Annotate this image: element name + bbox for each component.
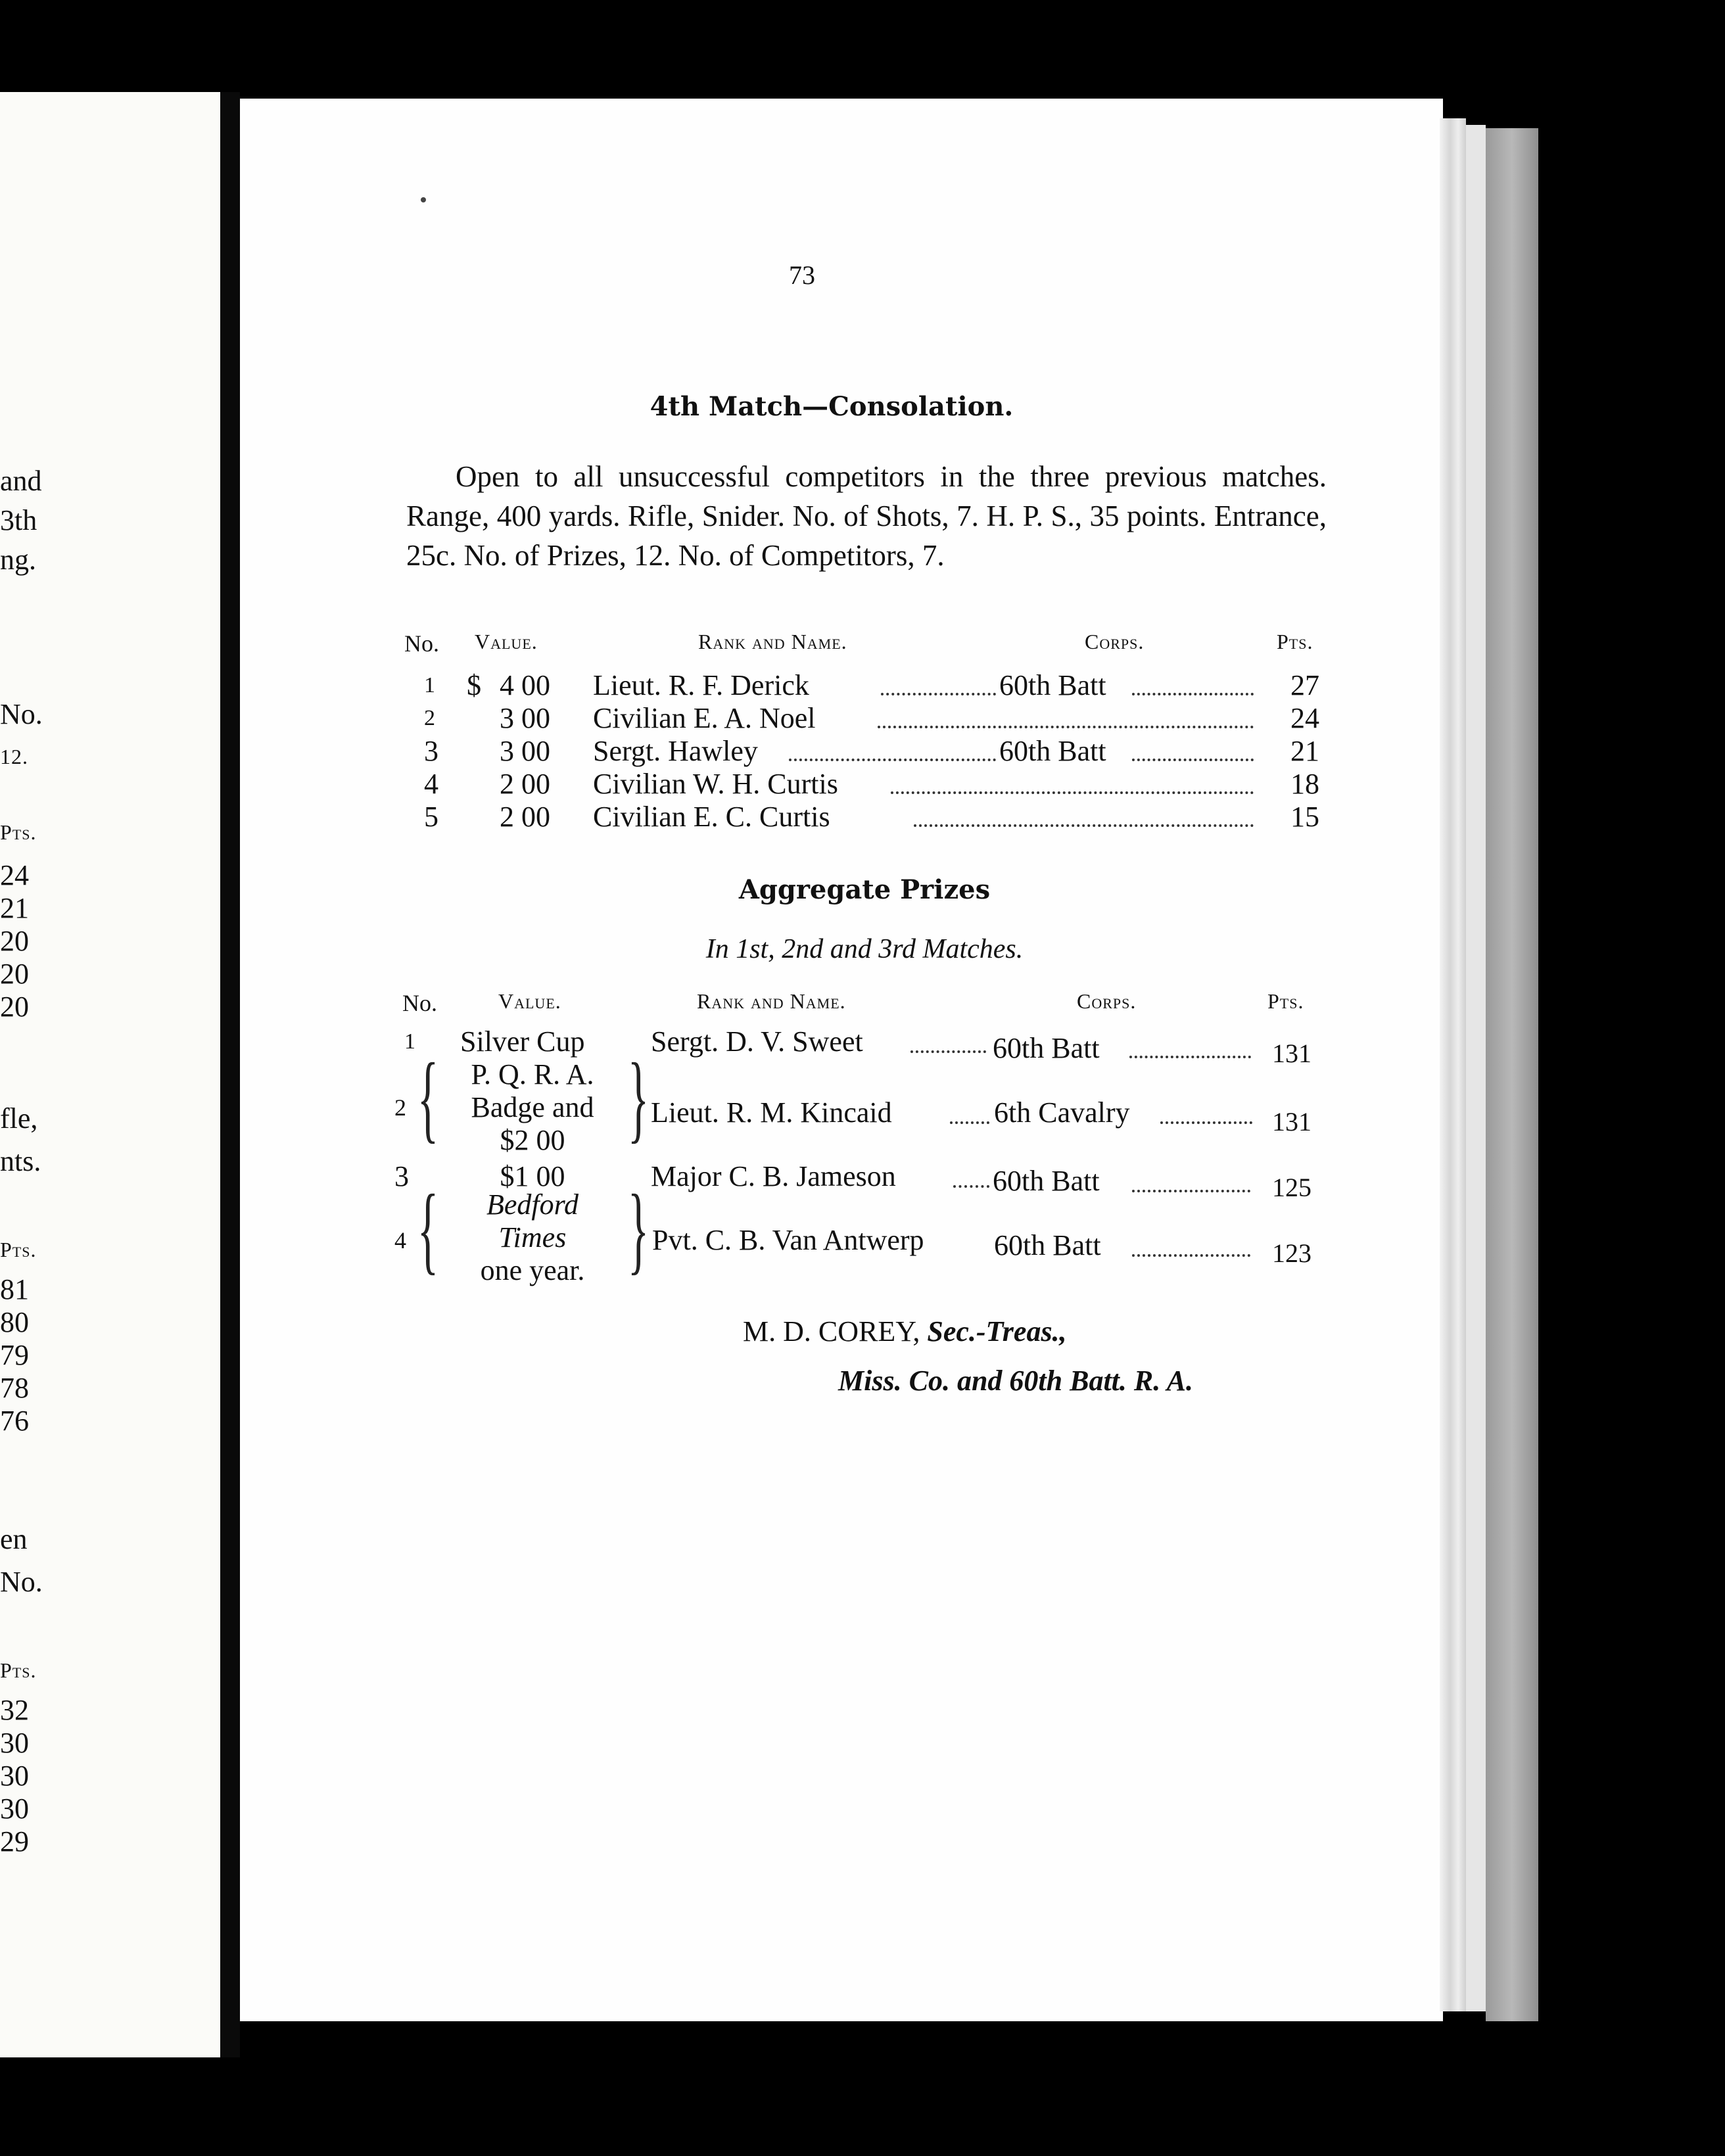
signature-name-line [743,1315,1067,1348]
left-page-fragment: 30 [0,1793,29,1825]
dot-leader [1160,1121,1252,1124]
page-edges [1440,118,1466,2011]
row-name: Sergt. D. V. Sweet [651,1025,863,1058]
row-value-line: P. Q. R. A. [471,1058,594,1090]
left-page-fragment: 12. [0,745,28,768]
section-title: 4th Match—Consolation. [650,391,1014,422]
dot-leader [914,824,1254,827]
row-no: 4 [394,1227,406,1254]
book-gutter [220,92,240,2057]
row-name: Sergt. Hawley [593,735,758,767]
row-value-line: one year. [480,1254,585,1286]
left-page-fragment: en [0,1523,28,1555]
ink-speck [421,197,426,202]
table-row [0,801,1725,833]
left-brace: { [417,1043,439,1152]
left-page-fragment: 24 [0,859,29,891]
table-row [0,768,1725,801]
row-value: $1 00 [500,1160,565,1192]
aggregate-title: Aggregate Prizes [738,874,991,905]
left-page-fragment: and [0,465,42,497]
header-pts: Pts. [1277,630,1313,653]
left-page-fragment: 81 [0,1273,29,1305]
row-no: 3 [394,1160,409,1192]
left-page-fragment: 29 [0,1825,29,1858]
row-value-line: Badge and [471,1091,594,1123]
row-name: Pvt. C. B. Van Antwerp [652,1224,924,1256]
row-dollar: $ [467,669,481,701]
left-page-fragment: 78 [0,1372,29,1404]
row-no: 2 [394,1094,406,1121]
left-page-fragment: 21 [0,892,29,924]
header-value: Value. [475,630,538,653]
row-pts: 131 [1272,1039,1311,1068]
row-name: Civilian E. A. Noel [593,702,816,734]
row-corps: 60th Batt [993,1165,1100,1197]
header-corps: Corps. [1085,630,1145,653]
table-header [0,630,1381,663]
row-value: Silver Cup [460,1025,585,1058]
left-page-fragment: 76 [0,1405,29,1437]
table-row [0,669,1725,702]
row-no: 1 [424,673,435,697]
row-name: Major C. B. Jameson [651,1160,896,1192]
left-page-fragment: 32 [0,1694,29,1726]
left-page-fragment: 30 [0,1760,29,1792]
row-value-line: Bedford [486,1188,579,1221]
row-value: 2 00 [500,768,550,800]
row-pts: 18 [1290,768,1319,800]
header-rank-name: Rank and Name. [697,989,846,1013]
row-name: Lieut. R. M. Kincaid [651,1096,892,1129]
row-value: 4 00 [500,669,550,701]
row-pts: 24 [1290,702,1319,734]
header-corps: Corps. [1077,989,1137,1013]
table-row [0,698,1725,735]
dot-leader [1132,1190,1250,1192]
signature-role: Sec.-Treas., [927,1315,1067,1348]
row-no: 1 [404,1029,415,1054]
left-page-fragment: No. [0,698,43,730]
row-corps: 60th Batt [999,735,1106,767]
row-no: 2 [424,706,435,730]
left-page-fragment: 30 [0,1727,29,1759]
left-page-fragment: 20 [0,958,29,990]
left-page-fragment: Pts. [0,820,37,844]
header-no: No. [404,630,439,657]
row-no: 5 [424,801,438,833]
row-corps: 60th Batt [999,669,1106,701]
left-page-fragment: 20 [0,925,29,957]
row-pts: 125 [1272,1173,1311,1202]
row-value-line: $2 00 [500,1124,565,1156]
row-pts: 15 [1290,801,1319,833]
row-corps: 60th Batt [993,1032,1100,1064]
header-pts: Pts. [1267,989,1304,1013]
row-no: 3 [424,735,438,767]
dot-leader [953,1185,989,1188]
row-name: Lieut. R. F. Derick [593,669,809,701]
signature-name: M. D. COREY, [743,1315,920,1348]
left-page-fragment: Pts. [0,1238,37,1261]
dot-leader [1132,693,1254,695]
left-page-fragment: 79 [0,1339,29,1371]
left-page-fragment: ng. [0,544,36,576]
left-page-fragment: 20 [0,991,29,1023]
row-value: 3 00 [500,735,550,767]
page-edges [1466,125,1486,2011]
row-no: 4 [424,768,438,800]
left-page-fragment: nts. [0,1145,41,1177]
left-page-fragment: 3th [0,504,37,536]
header-rank-name: Rank and Name. [698,630,847,653]
dot-leader [1132,759,1254,761]
dot-leader [1129,1056,1251,1058]
match-description: Open to all unsuccessful competitors in the three previous matches. Range, 400 yards. Rifle, Snider. No. of Shots, 7. H. P. S., 35 points. Entrance, 25c. No. of Prizes, 12. No. of Competitors, 7. [406,460,1327,572]
row-name: Civilian E. C. Curtis [593,801,830,833]
dot-leader [950,1121,989,1124]
table-row [0,735,1725,768]
row-pts: 131 [1272,1107,1311,1137]
aggregate-subtitle: In 1st, 2nd and 3rd Matches. [705,934,1024,964]
row-corps: 60th Batt [994,1229,1101,1261]
page-number: 73 [789,260,815,290]
signature-organization: Miss. Co. and 60th Batt. R. A. [838,1365,1193,1397]
dot-leader [1132,1254,1250,1257]
row-value-line: Times [498,1221,567,1254]
row-value: 3 00 [500,702,550,734]
row-corps: 6th Cavalry [994,1096,1130,1129]
left-page-fragment: No. [0,1566,43,1598]
dot-leader [891,791,1254,794]
dot-leader [789,759,996,761]
row-value: 2 00 [500,801,550,833]
row-pts: 27 [1290,669,1319,701]
dot-leader [878,726,1254,728]
dot-leader [910,1050,986,1053]
left-page-fragment: 80 [0,1306,29,1338]
left-facing-page [0,92,220,2057]
left-page-fragment: Pts. [0,1658,37,1682]
row-pts: 123 [1272,1238,1311,1268]
right-brace: } [627,1175,650,1284]
right-brace: } [627,1043,650,1152]
dot-leader [881,693,996,695]
left-page-fragment: fle, [0,1102,38,1135]
left-brace: { [417,1175,439,1284]
book-cover-edge [1486,128,1538,2021]
row-name: Civilian W. H. Curtis [593,768,838,800]
table-header [0,989,1381,1022]
row-pts: 21 [1290,735,1319,767]
header-value: Value. [498,989,561,1013]
header-no: No. [402,990,437,1016]
